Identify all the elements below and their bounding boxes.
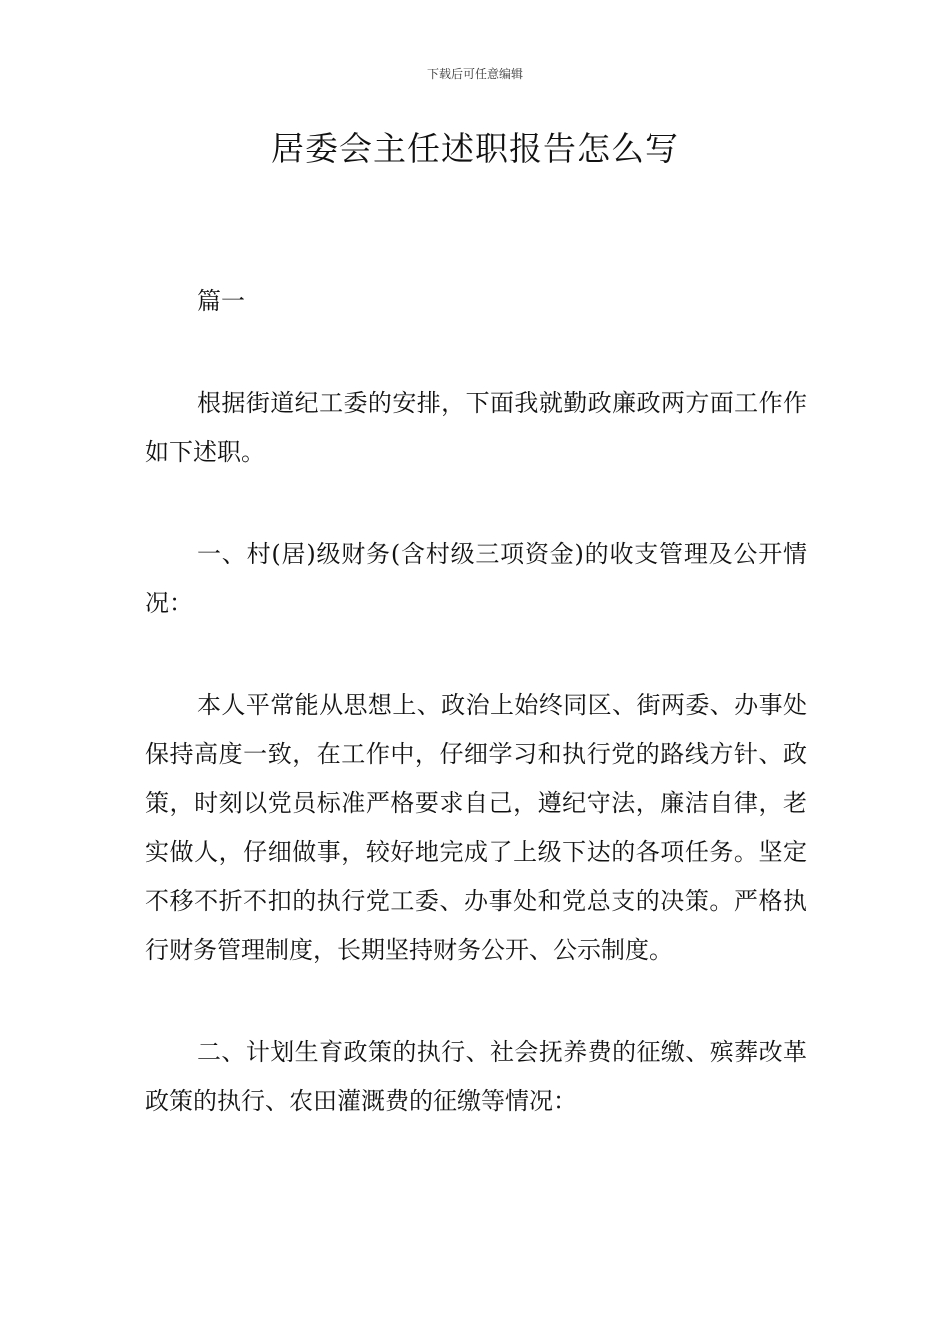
section-one-heading: 一、村(居)级财务(含村级三项资金)的收支管理及公开情况： <box>145 540 807 617</box>
document-title: 居委会主任述职报告怎么写 <box>271 129 679 168</box>
section-two-heading: 二、计划生育政策的执行、社会抚养费的征缴、殡葬改革政策的执行、农田灌溉费的征缴等情况： <box>145 1038 807 1115</box>
page-header-note: 下载后可任意编辑 <box>426 67 523 81</box>
document-body <box>145 277 807 1179</box>
intro-paragraph: 根据街道纪工委的安排，下面我就勤政廉政两方面工作作如下述职。 <box>145 389 807 466</box>
section-one-body: 本人平常能从思想上、政治上始终同区、街两委、办事处保持高度一致，在工作中，仔细学习和执行党的路线方针、政策，时刻以党员标准严格要求自己，遵纪守法，廉洁自律，老实做人，仔细做事，较好地完成了上级下达的各项任务。坚定不移不折不扣的执行党工委、办事处和党总支的决策。严格执行财务管理制度，长期坚持财务公开、公示制度。 <box>145 691 807 964</box>
section-label: 篇一 <box>197 287 245 315</box>
